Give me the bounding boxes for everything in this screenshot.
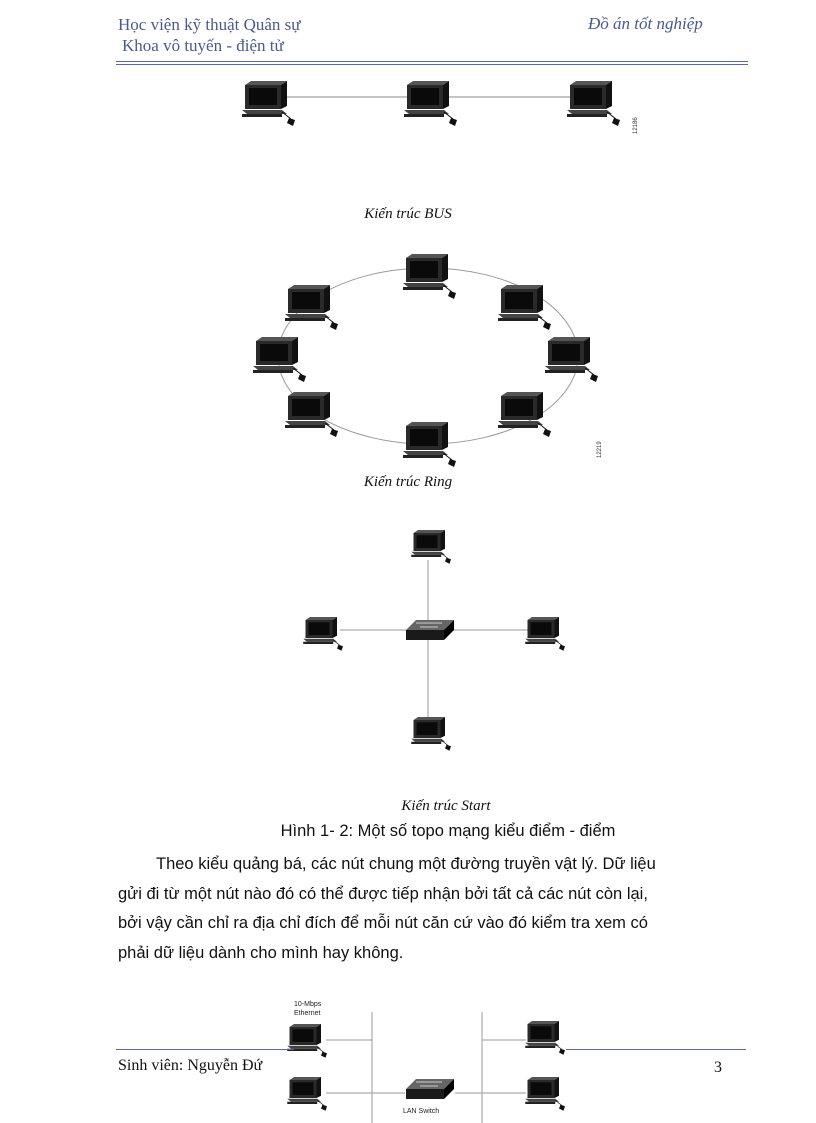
computer-icon	[567, 81, 620, 126]
computer-icon	[285, 392, 338, 437]
figure-id: 12219	[597, 441, 603, 458]
faculty-name: Khoa vô tuyến - điện tử	[122, 36, 284, 55]
institute-name: Học viện kỹ thuật Quân sự	[118, 15, 301, 34]
network-label: Ethernet	[294, 1010, 321, 1017]
page-number: 3	[714, 1059, 722, 1076]
computer-icon	[404, 81, 457, 126]
document-type: Đồ án tốt nghiệp	[588, 14, 703, 33]
paragraph-line: phải dữ liệu dành cho mình hay không.	[118, 943, 404, 962]
computer-icon	[287, 1077, 327, 1111]
ring-diagram	[253, 254, 603, 467]
computer-icon	[498, 285, 551, 330]
ring-caption: Kiến trúc Ring	[363, 474, 453, 490]
computer-icon	[287, 1024, 327, 1058]
computer-icon	[411, 717, 451, 751]
footer-rule	[566, 1049, 746, 1050]
bus-diagram	[242, 81, 639, 134]
computer-icon	[403, 254, 456, 299]
computer-icon	[498, 392, 551, 437]
switch-label: LAN Switch	[403, 1108, 440, 1115]
hub-icon	[406, 620, 454, 640]
network-label: 10-Mbps	[294, 1001, 322, 1008]
computer-icon	[525, 617, 565, 651]
computer-icon	[545, 337, 598, 382]
star-diagram	[303, 530, 565, 751]
computer-icon	[253, 337, 306, 382]
star-caption: Kiến trúc Start	[401, 798, 491, 814]
computer-icon	[411, 530, 451, 564]
lan-switch-diagram	[287, 1001, 565, 1123]
figure-caption: Hình 1- 2: Một số topo mạng kiểu điểm - điểm	[280, 822, 616, 840]
figure-id: 12186	[633, 117, 639, 134]
computer-icon	[285, 285, 338, 330]
footer-student: Sinh viên: Nguyễn Đứ	[118, 1057, 263, 1074]
paragraph-line: bởi vậy cần chỉ ra địa chỉ đích để mỗi nút căn cứ vào đó kiểm tra xem có	[118, 914, 648, 932]
computer-icon	[242, 81, 295, 126]
bus-caption: Kiến trúc BUS	[364, 206, 452, 222]
computer-icon	[525, 1021, 565, 1055]
paragraph-line: gửi đi từ một nút nào đó có thể được tiếp nhận bởi tất cả các nút còn lại,	[118, 884, 648, 903]
switch-icon	[406, 1079, 454, 1099]
computer-icon	[525, 1077, 565, 1111]
paragraph-line: Theo kiểu quảng bá, các nút chung một đường truyền vật lý. Dữ liệu	[156, 855, 656, 873]
footer-rule	[116, 1049, 294, 1050]
body-paragraph	[118, 850, 740, 968]
computer-icon	[303, 617, 343, 651]
computer-icon	[403, 422, 456, 467]
